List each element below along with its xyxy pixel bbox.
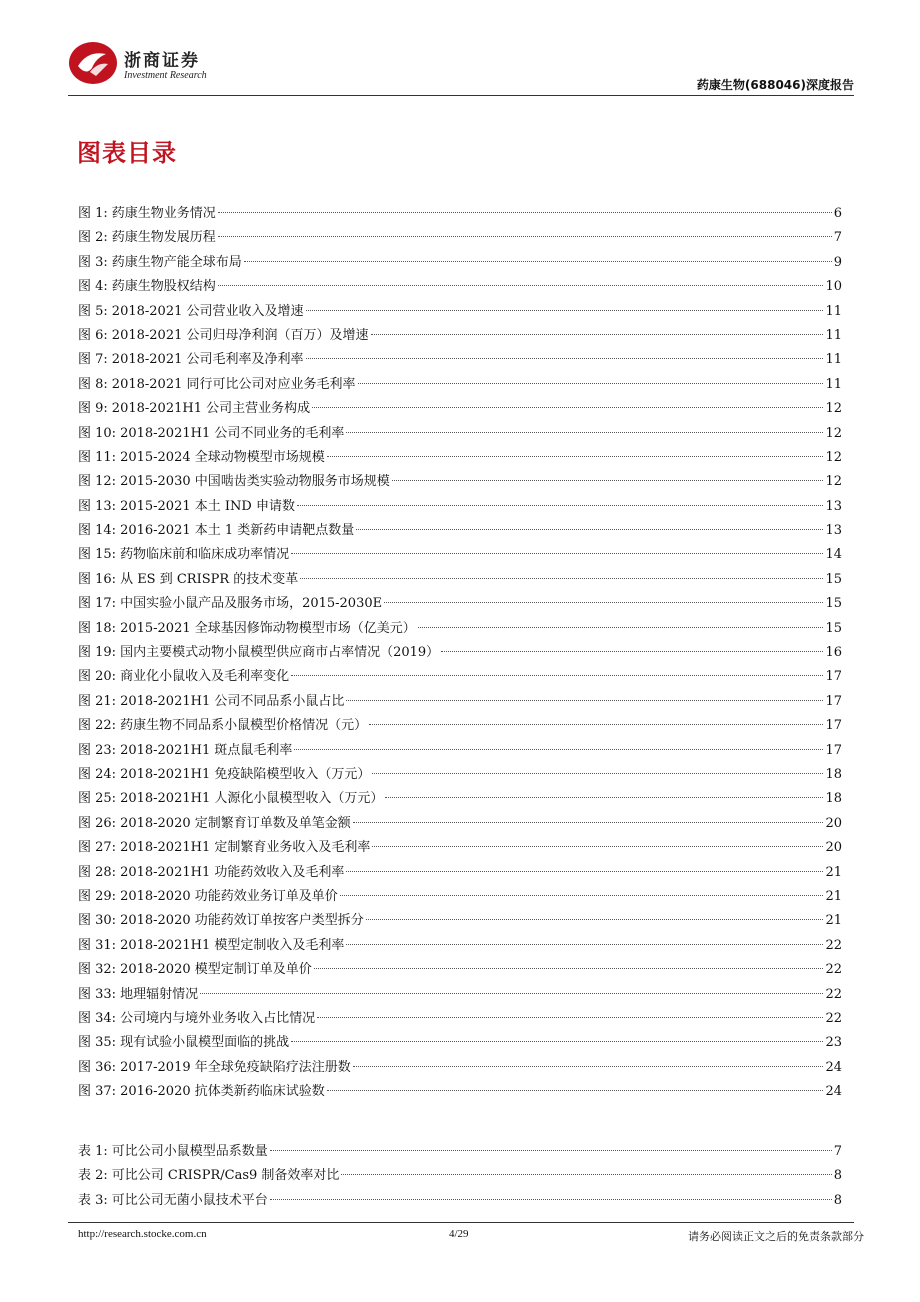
entry-title: 2018-2020 模型定制订单及单价 xyxy=(120,962,312,978)
figure-entry[interactable] xyxy=(78,1056,842,1080)
entry-title: 药康生物发展历程 xyxy=(111,230,216,246)
figure-entry[interactable] xyxy=(78,397,842,421)
entry-prefix: 图 13: xyxy=(78,498,117,514)
entry-prefix: 图 8: xyxy=(78,376,108,392)
entry-page: 22 xyxy=(825,962,842,978)
entry-prefix: 表 3: xyxy=(78,1192,108,1208)
entry-title: 2018-2021 公司毛利率及净利率 xyxy=(111,352,304,368)
entry-prefix: 图 6: xyxy=(78,327,108,343)
entry-page: 24 xyxy=(825,1059,842,1075)
figure-entry[interactable] xyxy=(78,1080,842,1104)
leader-dots xyxy=(306,358,824,359)
figure-entry[interactable] xyxy=(78,543,842,567)
entry-page: 12 xyxy=(825,449,842,465)
figure-entry[interactable] xyxy=(78,348,842,372)
figure-entry[interactable] xyxy=(78,495,842,519)
figure-entry[interactable] xyxy=(78,592,842,616)
entry-page: 8 xyxy=(833,1192,842,1208)
leader-dots xyxy=(372,846,823,847)
brand-logo-icon xyxy=(68,40,118,86)
leader-dots xyxy=(291,553,823,554)
entry-page: 15 xyxy=(825,571,842,587)
leader-dots xyxy=(317,1017,823,1018)
entry-title: 2016-2021 本土 1 类新药申请靶点数量 xyxy=(120,523,355,539)
figure-entry[interactable] xyxy=(78,690,842,714)
entry-title: 2018-2021H1 定制繁育业务收入及毛利率 xyxy=(120,840,371,856)
entry-title: 2018-2021H1 人源化小鼠模型收入（万元） xyxy=(120,791,384,807)
figure-entry[interactable] xyxy=(78,226,842,250)
entry-title: 2018-2021H1 模型定制收入及毛利率 xyxy=(120,937,345,953)
entry-prefix: 图 24: xyxy=(78,766,117,782)
entry-page: 11 xyxy=(825,352,842,368)
leader-dots xyxy=(358,383,824,384)
entry-prefix: 图 19: xyxy=(78,645,117,661)
entry-prefix: 图 33: xyxy=(78,986,117,1002)
leader-dots xyxy=(327,456,824,457)
leader-dots xyxy=(218,236,832,237)
entry-title: 2018-2020 功能药效业务订单及单价 xyxy=(120,888,338,904)
entry-page: 20 xyxy=(825,815,842,831)
leader-dots xyxy=(385,797,823,798)
leader-dots xyxy=(291,675,823,676)
page-number: 4/29 xyxy=(449,1228,469,1240)
entry-title: 2015-2030 中国啮齿类实验动物服务市场规模 xyxy=(120,474,390,490)
entry-prefix: 图 5: xyxy=(78,303,108,319)
entry-page: 16 xyxy=(825,645,842,661)
figure-list xyxy=(78,202,842,1104)
leader-dots xyxy=(200,993,823,994)
table-entry[interactable] xyxy=(78,1140,842,1164)
figure-entry[interactable] xyxy=(78,641,842,665)
entry-page: 12 xyxy=(825,474,842,490)
entry-title: 药康生物不同品系小鼠模型价格情况（元） xyxy=(120,718,368,734)
entry-title: 2018-2021 同行可比公司对应业务毛利率 xyxy=(111,376,356,392)
entry-title: 2018-2020 定制繁育订单数及单笔金额 xyxy=(120,815,351,831)
leader-dots xyxy=(300,578,823,579)
entry-page: 11 xyxy=(825,376,842,392)
entry-prefix: 图 14: xyxy=(78,523,117,539)
entry-prefix: 图 9: xyxy=(78,401,108,417)
entry-prefix: 图 10: xyxy=(78,425,117,441)
entry-title: 药康生物产能全球布局 xyxy=(111,254,242,270)
figure-entry[interactable] xyxy=(78,1007,842,1031)
leader-dots xyxy=(341,1174,831,1175)
entry-page: 8 xyxy=(833,1168,842,1184)
entry-page: 17 xyxy=(825,693,842,709)
entry-prefix: 图 28: xyxy=(78,864,117,880)
entry-prefix: 图 4: xyxy=(78,279,108,295)
entry-prefix: 表 2: xyxy=(78,1168,108,1184)
leader-dots xyxy=(327,1090,824,1091)
header-divider xyxy=(68,95,854,96)
entry-title: 从 ES 到 CRISPR 的技术变革 xyxy=(120,571,299,587)
entry-prefix: 图 20: xyxy=(78,669,117,685)
entry-prefix: 图 35: xyxy=(78,1035,117,1051)
entry-title: 可比公司 CRISPR/Cas9 制备效率对比 xyxy=(111,1168,340,1184)
figure-entry[interactable] xyxy=(78,739,842,763)
figure-entry[interactable] xyxy=(78,787,842,811)
footer-divider xyxy=(68,1222,854,1223)
entry-prefix: 图 23: xyxy=(78,742,117,758)
entry-page: 15 xyxy=(825,620,842,636)
leader-dots xyxy=(312,407,823,408)
entry-title: 2018-2021H1 公司不同品系小鼠占比 xyxy=(120,693,345,709)
disclaimer-note: 请务必阅读正文之后的免责条款部分 xyxy=(688,1230,864,1243)
section-heading: 图表目录 xyxy=(77,139,177,167)
leader-dots xyxy=(218,212,832,213)
footer-url[interactable]: http://research.stocke.com.cn xyxy=(78,1228,207,1240)
figure-entry[interactable] xyxy=(78,763,842,787)
entry-title: 2018-2021H1 公司不同业务的毛利率 xyxy=(120,425,345,441)
entry-page: 22 xyxy=(825,937,842,953)
entry-title: 药康生物业务情况 xyxy=(111,206,216,221)
entry-page: 22 xyxy=(825,986,842,1002)
entry-prefix: 图 36: xyxy=(78,1059,117,1075)
leader-dots xyxy=(346,944,823,945)
entry-page: 9 xyxy=(833,254,842,270)
table-entry[interactable] xyxy=(78,1164,842,1188)
entry-title: 2018-2021H1 公司主营业务构成 xyxy=(111,401,311,417)
figure-entry[interactable] xyxy=(78,665,842,689)
leader-dots xyxy=(371,334,824,335)
entry-prefix: 图 7: xyxy=(78,352,108,368)
leader-dots xyxy=(356,529,823,530)
entry-page: 24 xyxy=(825,1084,842,1100)
leader-dots xyxy=(418,627,824,628)
entry-prefix: 图 30: xyxy=(78,913,117,929)
entry-title: 2015-2021 全球基因修饰动物模型市场（亿美元） xyxy=(120,620,416,636)
figure-entry[interactable] xyxy=(78,1031,842,1055)
entry-prefix: 图 22: xyxy=(78,718,117,734)
report-title: 药康生物(688046)深度报告 xyxy=(696,78,854,92)
entry-page: 21 xyxy=(825,888,842,904)
figure-entry[interactable] xyxy=(78,568,842,592)
entry-title: 2018-2021H1 斑点鼠毛利率 xyxy=(120,742,293,758)
entry-page: 13 xyxy=(825,523,842,539)
entry-title: 2018-2020 功能药效订单按客户类型拆分 xyxy=(120,913,364,929)
leader-dots xyxy=(291,1041,823,1042)
page-header xyxy=(68,36,854,96)
entry-prefix: 图 15: xyxy=(78,547,117,563)
entry-title: 2015-2021 本土 IND 申请数 xyxy=(120,498,295,514)
entry-title: 2015-2024 全球动物模型市场规模 xyxy=(120,449,325,465)
leader-dots xyxy=(366,919,824,920)
entry-prefix: 图 17: xyxy=(78,596,117,612)
entry-prefix: 图 18: xyxy=(78,620,117,636)
leader-dots xyxy=(297,505,823,506)
entry-title: 商业化小鼠收入及毛利率变化 xyxy=(120,669,290,685)
entry-page: 18 xyxy=(825,791,842,807)
figure-entry[interactable] xyxy=(78,812,842,836)
figure-entry[interactable] xyxy=(78,958,842,982)
entry-title: 2018-2021H1 免疫缺陷模型收入（万元） xyxy=(120,766,371,782)
entry-title: 可比公司无菌小鼠技术平台 xyxy=(111,1192,268,1208)
leader-dots xyxy=(372,773,823,774)
entry-page: 21 xyxy=(825,864,842,880)
figure-entry[interactable] xyxy=(78,861,842,885)
leader-dots xyxy=(218,285,824,286)
leader-dots xyxy=(346,432,823,433)
figure-entry[interactable] xyxy=(78,519,842,543)
leader-dots xyxy=(340,895,824,896)
figure-entry[interactable] xyxy=(78,470,842,494)
entry-page: 17 xyxy=(825,669,842,685)
entry-title: 2018-2021H1 功能药效收入及毛利率 xyxy=(120,864,345,880)
leader-dots xyxy=(270,1199,832,1200)
entry-title: 2017-2019 年全球免疫缺陷疗法注册数 xyxy=(120,1059,351,1075)
entry-title: 公司境内与境外业务收入占比情况 xyxy=(120,1010,316,1026)
figure-entry[interactable] xyxy=(78,251,842,275)
entry-page: 10 xyxy=(825,279,842,295)
entry-page: 7 xyxy=(833,1144,842,1159)
figure-entry[interactable] xyxy=(78,885,842,909)
leader-dots xyxy=(441,651,823,652)
entry-prefix: 图 11: xyxy=(78,449,117,465)
entry-page: 17 xyxy=(825,742,842,758)
entry-title: 2018-2021 公司归母净利润（百万）及增速 xyxy=(111,327,369,343)
figure-entry[interactable] xyxy=(78,714,842,738)
entry-page: 23 xyxy=(825,1035,842,1051)
entry-prefix: 图 27: xyxy=(78,840,117,856)
entry-prefix: 图 31: xyxy=(78,937,117,953)
figure-entry[interactable] xyxy=(78,934,842,958)
figure-entry[interactable] xyxy=(78,373,842,397)
leader-dots xyxy=(346,700,823,701)
figure-entry[interactable] xyxy=(78,300,842,324)
entry-page: 21 xyxy=(825,913,842,929)
entry-prefix: 图 2: xyxy=(78,230,108,246)
entry-prefix: 图 34: xyxy=(78,1010,117,1026)
leader-dots xyxy=(306,310,824,311)
entry-title: 可比公司小鼠模型品系数量 xyxy=(111,1144,268,1159)
leader-dots xyxy=(353,1066,824,1067)
entry-title: 2018-2021 公司营业收入及增速 xyxy=(111,303,304,319)
entry-prefix: 图 29: xyxy=(78,888,117,904)
entry-page: 20 xyxy=(825,840,842,856)
entry-page: 15 xyxy=(825,596,842,612)
entry-prefix: 图 26: xyxy=(78,815,117,831)
entry-prefix: 图 25: xyxy=(78,791,117,807)
figure-entry[interactable] xyxy=(78,836,842,860)
entry-prefix: 图 3: xyxy=(78,254,108,270)
leader-dots xyxy=(384,602,823,603)
entry-page: 7 xyxy=(833,230,842,246)
entry-title: 现有试验小鼠模型面临的挑战 xyxy=(120,1035,290,1051)
leader-dots xyxy=(314,968,824,969)
entry-title: 2016-2020 抗体类新药临床试验数 xyxy=(120,1084,325,1100)
figure-entry[interactable] xyxy=(78,446,842,470)
entry-title: 地理辐射情况 xyxy=(120,986,199,1002)
entry-page: 6 xyxy=(833,206,842,221)
entry-page: 12 xyxy=(825,401,842,417)
entry-page: 12 xyxy=(825,425,842,441)
leader-dots xyxy=(294,749,823,750)
leader-dots xyxy=(369,724,823,725)
figure-entry[interactable] xyxy=(78,324,842,348)
table-entry[interactable] xyxy=(78,1189,842,1213)
figure-entry[interactable] xyxy=(78,909,842,933)
figure-entry[interactable] xyxy=(78,202,842,226)
figure-entry[interactable] xyxy=(78,422,842,446)
entry-prefix: 图 1: xyxy=(78,206,108,221)
entry-title: 药物临床前和临床成功率情况 xyxy=(120,547,290,563)
figure-entry[interactable] xyxy=(78,617,842,641)
entry-prefix: 图 21: xyxy=(78,693,117,709)
leader-dots xyxy=(353,822,824,823)
entry-page: 13 xyxy=(825,498,842,514)
leader-dots xyxy=(244,261,832,262)
entry-page: 17 xyxy=(825,718,842,734)
entry-title: 药康生物股权结构 xyxy=(111,279,216,295)
leader-dots xyxy=(346,871,823,872)
entry-page: 11 xyxy=(825,303,842,319)
entry-page: 14 xyxy=(825,547,842,563)
figure-entry[interactable] xyxy=(78,983,842,1007)
entry-page: 18 xyxy=(825,766,842,782)
entry-prefix: 图 16: xyxy=(78,571,117,587)
entry-prefix: 图 37: xyxy=(78,1084,117,1100)
entry-prefix: 表 1: xyxy=(78,1144,108,1159)
entry-prefix: 图 32: xyxy=(78,962,117,978)
brand-name-en: Investment Research xyxy=(124,70,207,81)
leader-dots xyxy=(270,1150,832,1151)
entry-page: 22 xyxy=(825,1010,842,1026)
table-list xyxy=(78,1140,842,1213)
entry-prefix: 图 12: xyxy=(78,474,117,490)
entry-title: 国内主要模式动物小鼠模型供应商市占率情况（2019） xyxy=(120,645,440,661)
brand-name-cn: 浙商证券 xyxy=(124,51,200,71)
entry-page: 11 xyxy=(825,327,842,343)
figure-entry[interactable] xyxy=(78,275,842,299)
leader-dots xyxy=(392,480,824,481)
entry-title: 中国实验小鼠产品及服务市场，2015-2030E xyxy=(120,596,383,612)
